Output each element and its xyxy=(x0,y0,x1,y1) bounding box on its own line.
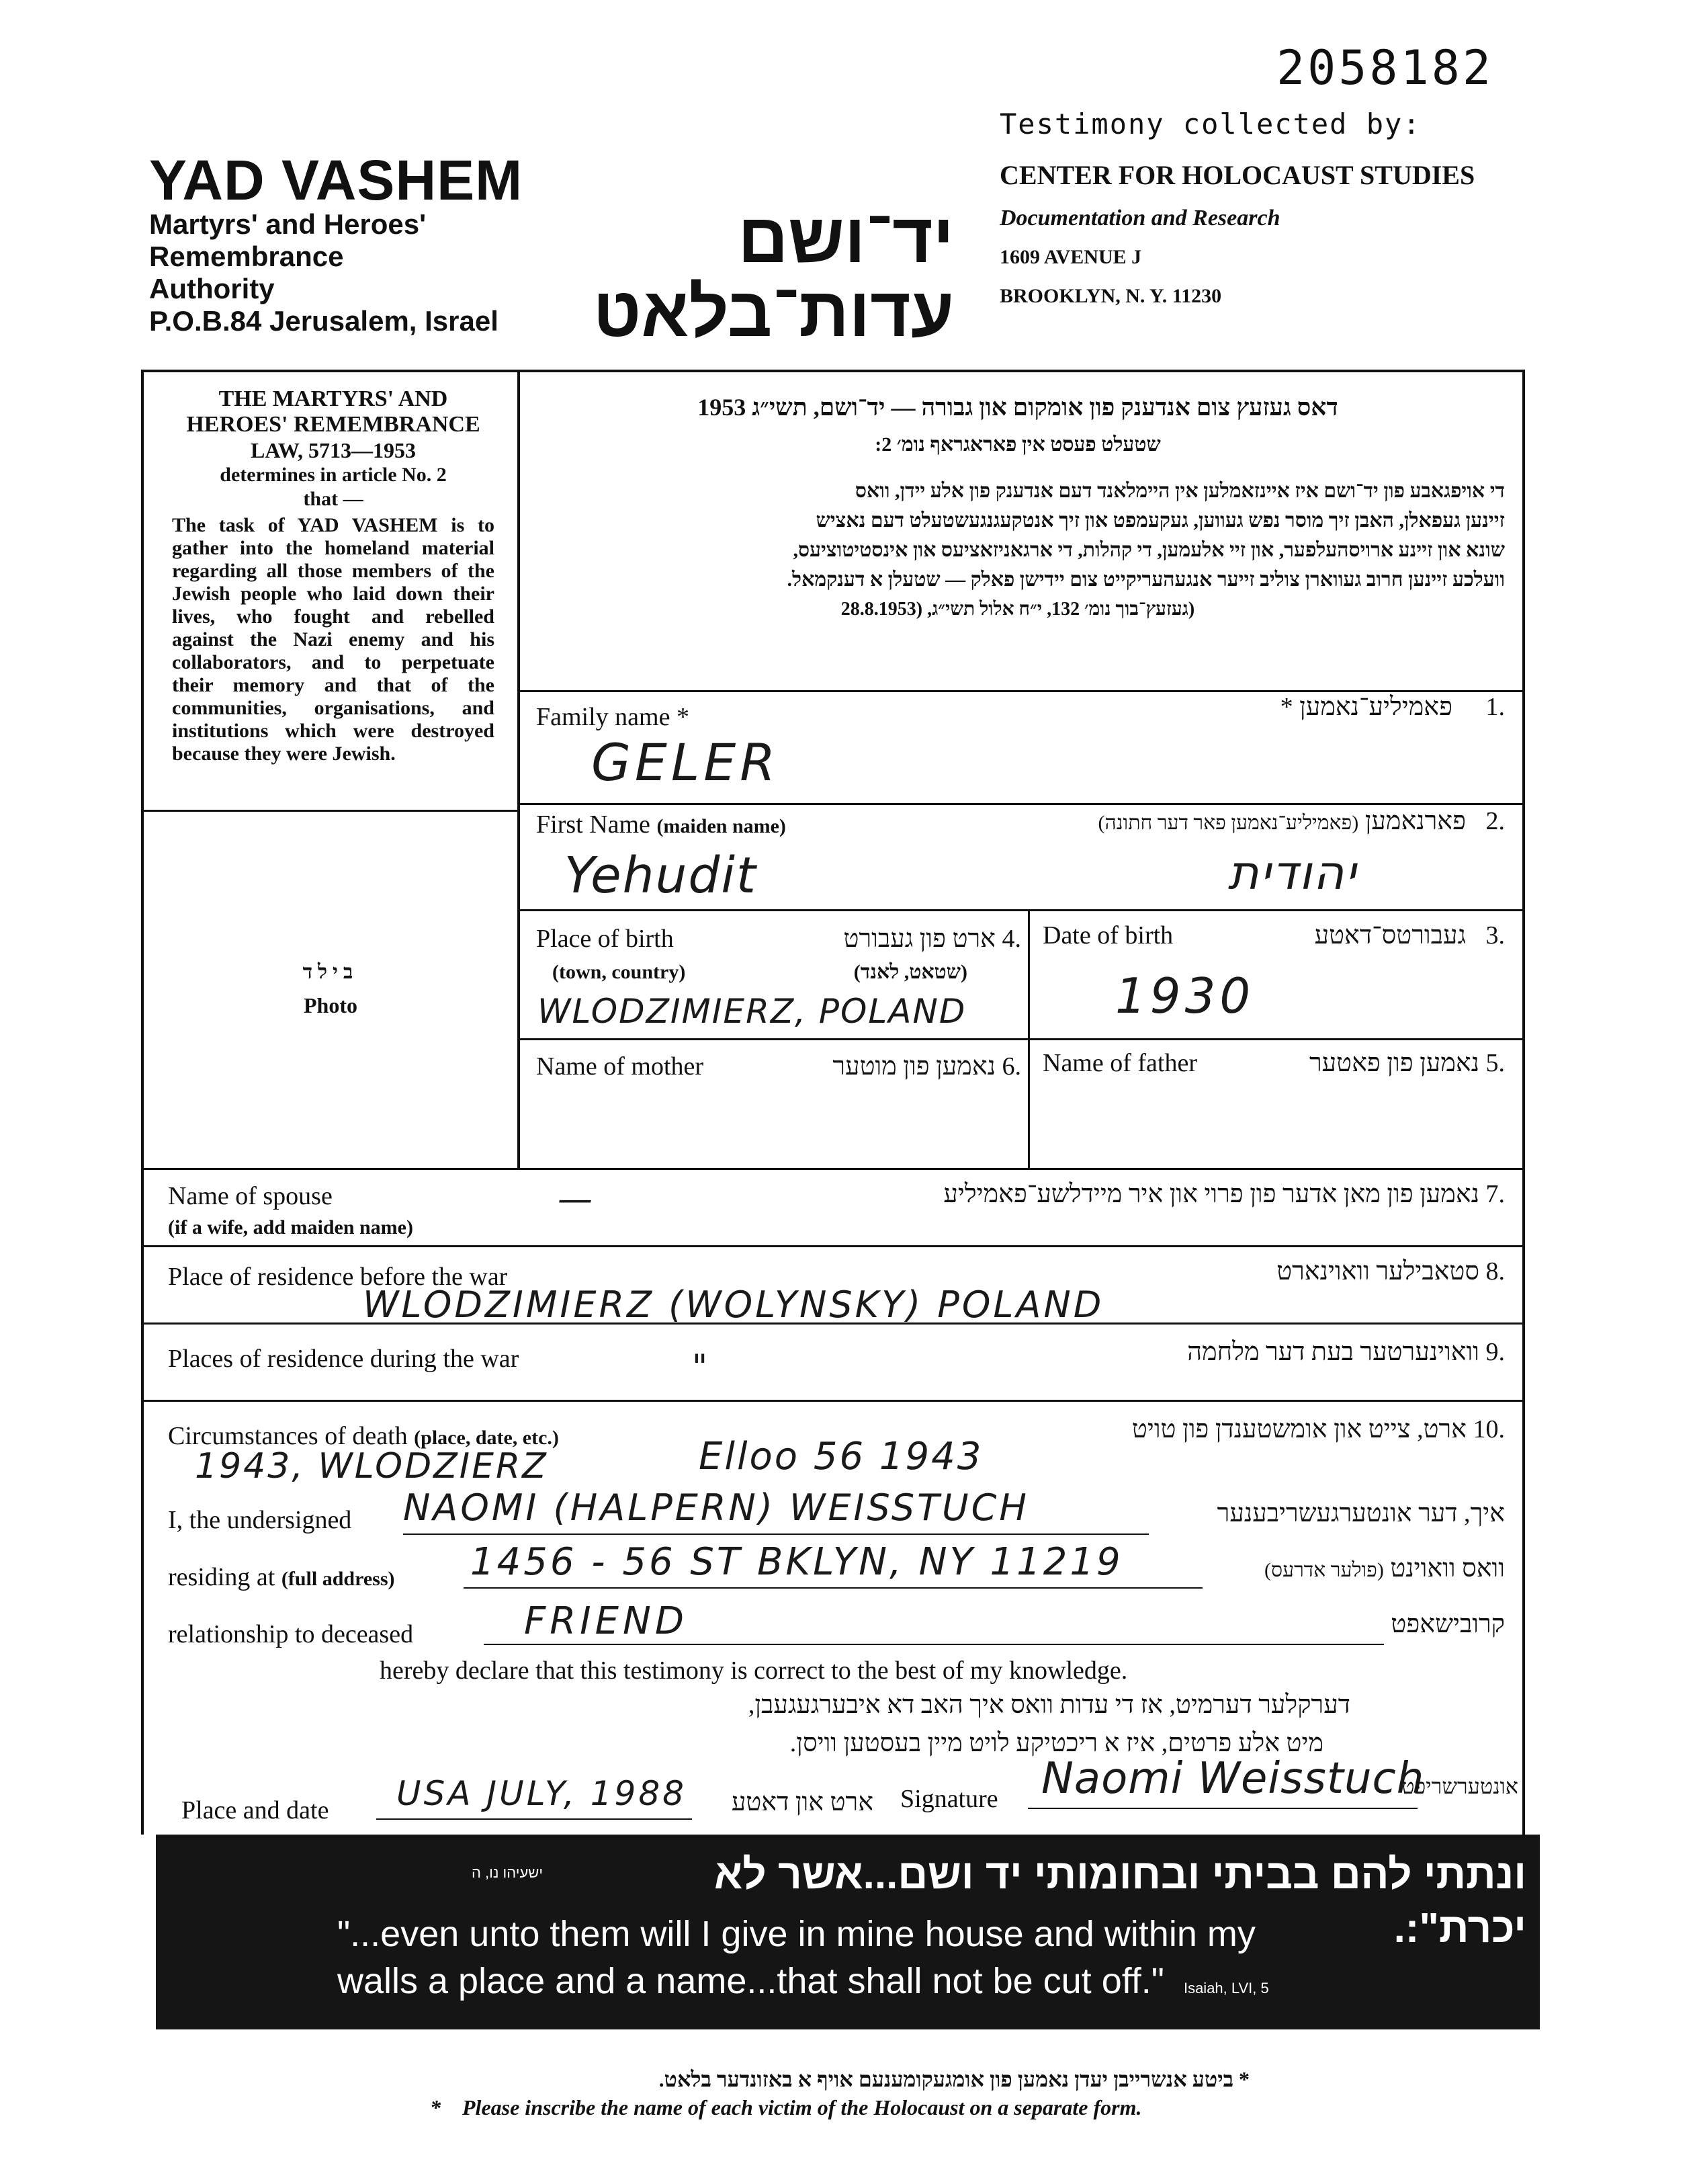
photo-area xyxy=(144,961,517,1018)
signature-line xyxy=(1028,1808,1418,1809)
family-name-label: Family name * xyxy=(536,703,689,731)
banner-hebrew: ונתתי להם בביתי ובחומותי יד ושם...אשר לא יכרת":. xyxy=(714,1851,1526,1951)
date-of-birth-heb-label: געבורטס־דאטע xyxy=(1314,921,1466,950)
quote-banner xyxy=(156,1835,1540,2029)
death-heb-label: ארט, צייט און אומשטענדן פון טויט xyxy=(1131,1415,1467,1443)
spouse-sub: (if a wife, add maiden name) xyxy=(168,1216,413,1238)
signature-label: Signature xyxy=(900,1785,998,1813)
residence-during-value[interactable]: " xyxy=(692,1347,711,1386)
family-name-heb-label: פאמיליע־נאמען * xyxy=(1280,693,1452,721)
left-column-divider xyxy=(517,370,520,1169)
collector-heading: Testimony collected by: xyxy=(1000,108,1422,140)
banner-line2 xyxy=(337,1960,1269,2010)
law-line2: HEROES' REMEMBRANCE xyxy=(186,412,480,437)
relationship-line xyxy=(484,1644,1384,1645)
death-value-2[interactable]: Elloo 56 1943 xyxy=(699,1435,984,1478)
form-left-border xyxy=(141,370,144,1835)
family-name-value[interactable]: GELER xyxy=(591,732,780,792)
relationship-heb: קרובישאפט xyxy=(1391,1610,1505,1638)
banner-line1: "...even unto them will I give in mine house and within my xyxy=(337,1914,1256,1954)
first-name-heb-sub: (פאמיליע־נאמען פאר דער חתונה) xyxy=(1098,812,1359,834)
undersigned-value[interactable]: NAOMI (HALPERN) WEISSTUCH xyxy=(403,1486,1029,1529)
org-line3: Authority xyxy=(149,273,275,304)
father-num: .5 xyxy=(1485,1049,1505,1077)
collector-block xyxy=(1000,108,1671,308)
divider-after-first xyxy=(519,909,1524,911)
signature-heb: אונטערשריפט xyxy=(1401,1774,1518,1798)
org-block xyxy=(149,149,523,337)
divider-after-spouse xyxy=(141,1245,1525,1247)
collector-address2: BROOKLYN, N. Y. 11230 xyxy=(1000,285,1222,307)
relationship-label: relationship to deceased xyxy=(168,1620,414,1648)
form-top-border xyxy=(141,370,1525,372)
residence-during-num: .9 xyxy=(1485,1338,1505,1366)
first-name-value-heb[interactable]: יהודית xyxy=(1227,845,1357,900)
yiddish-law-title: דאס געזעץ צום אנדענק פון אומקום און גבורה — יד־ושם, תשי״ג 1953 xyxy=(697,394,1338,421)
date-of-birth-label: Date of birth xyxy=(1043,921,1174,950)
document-number: 2058182 xyxy=(1276,40,1494,95)
yiddish-law-p3: שונא און זיינע ארויסהעלפער, און זיי אלעמען, די קהלות, די ארגאניזאציעס און אינסטיטוציעס, xyxy=(793,539,1505,561)
undersigned-line xyxy=(403,1534,1149,1535)
spouse-value[interactable]: — xyxy=(558,1179,597,1220)
residence-during-label: Places of residence during the war xyxy=(168,1345,519,1373)
place-of-birth-sub: (town, country) xyxy=(552,961,686,983)
first-name-label-text: First Name xyxy=(536,810,650,839)
residence-before-heb xyxy=(1102,1257,1505,1286)
relationship-value[interactable]: FRIEND xyxy=(524,1599,689,1643)
residence-during-heb xyxy=(981,1337,1505,1367)
residing-heb-label: וואס וואוינט xyxy=(1390,1554,1505,1583)
photo-label: Photo xyxy=(304,993,357,1017)
divider-after-birth xyxy=(519,1038,1524,1040)
org-line1: Martyrs' and Heroes' xyxy=(149,208,427,240)
family-name-heb xyxy=(1142,692,1505,722)
spouse-num: .7 xyxy=(1485,1180,1505,1208)
yiddish-law-p4: וועלכע זיינען חרוב געווארן צוליב זייער אנגעהעריקייט צום יידישן פאלק — שטעלן א דענקמאל. xyxy=(787,569,1505,591)
place-of-birth-value[interactable]: WLODZIMIERZ, POLAND xyxy=(537,992,967,1031)
place-of-birth-heb-label: ארט פון געבורט xyxy=(843,925,996,953)
father-label: Name of father xyxy=(1043,1049,1197,1077)
declaration: hereby declare that this testimony is correct to the best of my knowledge. xyxy=(380,1656,1128,1685)
law-line1: THE MARTYRS' AND xyxy=(218,386,448,411)
divider-after-during xyxy=(141,1400,1525,1402)
residence-before-label: Place of residence before the war xyxy=(168,1263,508,1291)
death-num: .10 xyxy=(1473,1415,1505,1443)
first-name-label xyxy=(536,810,786,839)
spouse-label: Name of spouse xyxy=(168,1182,333,1210)
father-heb xyxy=(1250,1048,1505,1078)
banner-line2-text: walls a place and a name...that shall not be cut off." xyxy=(337,1961,1164,2001)
banner-hebrew-ref: ישעיהו נו, ה xyxy=(472,1864,543,1881)
collector-name: CENTER FOR HOLOCAUST STUDIES xyxy=(1000,160,1475,190)
law-line5: that — xyxy=(303,488,363,510)
first-name-value[interactable]: Yehudit xyxy=(564,847,757,905)
mother-num: .6 xyxy=(1002,1052,1021,1081)
org-hebrew-title: יד־ושם xyxy=(738,200,954,278)
place-date-heb: ארט און דאטע xyxy=(731,1788,873,1816)
divider-after-parents xyxy=(141,1168,1525,1170)
death-label-sub: (place, date, etc.) xyxy=(414,1427,559,1449)
law-body: The task of YAD VASHEM is to gather into the homeland material regarding all those members of the Jewish people who laid down their lives, who fought and rebelled against the Nazi enemy and his collaborators, and to perpetuate their memory and that of the communities, organisations, and institutions which were destroyed because they were Jewish. xyxy=(172,514,494,765)
death-value[interactable]: 1943, WLODZIERZ xyxy=(195,1446,548,1486)
place-of-birth-heb-sub: (שטאט, לאנד) xyxy=(853,961,967,983)
footer-asterisk-heb: * xyxy=(1233,2067,1250,2091)
yiddish-law-p5: (געזעץ־בוך נומ׳ 132, י״ח אלול תשי״ג, (28.8.1953 xyxy=(840,599,1195,620)
residence-before-heb-label: סטאבילער וואוינארט xyxy=(1276,1257,1479,1286)
father-heb-label: נאמען פון פאטער xyxy=(1309,1049,1479,1077)
spouse-heb-label: נאמען פון מאן אדער פון פרוי און איר מיידלשע־פאמיליע xyxy=(943,1180,1479,1208)
collector-address1: 1609 AVENUE J xyxy=(1000,246,1142,268)
footer-english xyxy=(430,2095,1141,2120)
residence-during-heb-label: וואוינערטער בעת דער מלחמה xyxy=(1187,1338,1479,1366)
law-box xyxy=(165,386,501,765)
mother-label xyxy=(536,1052,703,1081)
law-line4: determines in article No. 2 xyxy=(220,464,447,486)
residing-label xyxy=(168,1562,395,1592)
org-line2: Remembrance xyxy=(149,241,344,272)
undersigned-heb: איך, דער אונטערגעשריבענער xyxy=(1217,1499,1505,1527)
residing-label-sub: (full address) xyxy=(281,1568,395,1590)
photo-hebrew: בילד xyxy=(302,961,359,983)
family-name-num: .1 xyxy=(1485,693,1505,721)
death-heb xyxy=(1008,1415,1505,1444)
divider-after-family xyxy=(519,803,1524,805)
mother-heb-label: נאמען פון מוטער xyxy=(832,1052,996,1081)
yiddish-law-p1: די אויפגאבע פון יד־ושם איז איינזאמלען אין היימלאנד דעם אנדענק פון אלע יידן, וואס xyxy=(855,480,1505,502)
first-name-heb-label: פארנאמען xyxy=(1364,807,1466,835)
date-of-birth-num: .3 xyxy=(1485,921,1505,950)
left-column-mid-divider xyxy=(141,810,519,812)
place-of-birth-label: Place of birth xyxy=(536,925,674,953)
collector-subtitle: Documentation and Research xyxy=(1000,206,1280,230)
date-of-birth-value[interactable]: 1930 xyxy=(1115,968,1255,1024)
first-name-num: .2 xyxy=(1485,807,1505,835)
org-line4: P.O.B.84 Jerusalem, Israel xyxy=(149,305,498,337)
residing-label-text: residing at xyxy=(168,1563,275,1591)
org-title: YAD VASHEM xyxy=(149,149,523,212)
place-date-line xyxy=(376,1818,692,1820)
yiddish-law-p2: זיינען געפאלן, האבן זיך מוסר נפש געווען, געקעמפט און זיך אנטקעגנגעשטעלט דעם נאציש xyxy=(816,509,1505,532)
org-hebrew-subtitle: עדות־בלאט xyxy=(593,274,954,351)
residence-before-num: .8 xyxy=(1485,1257,1505,1286)
yiddish-law xyxy=(531,393,1505,624)
first-name-heb xyxy=(927,806,1505,836)
declaration-heb-2: מיט אלע פרטים, איז א ריכטיקע לויט מיין בעסטען וויסן. xyxy=(789,1729,1323,1757)
declaration-heb-1: דערקלער דערמיט, אז די עדות וואס איך האב דא איבערגעגעבן, xyxy=(748,1691,1350,1719)
residing-line xyxy=(464,1587,1203,1589)
place-date-label: Place and date xyxy=(181,1796,329,1824)
birth-column-divider xyxy=(1028,909,1030,1169)
spouse-heb xyxy=(705,1179,1505,1209)
place-date-value[interactable]: USA JULY, 1988 xyxy=(396,1774,687,1813)
signature-value[interactable]: Naomi Weisstuch xyxy=(1041,1754,1425,1804)
footer-hebrew xyxy=(417,2067,1250,2092)
form-right-border xyxy=(1522,370,1525,1835)
first-name-label-sub: (maiden name) xyxy=(656,815,786,837)
footer-asterisk-en: * xyxy=(430,2095,441,2119)
date-of-birth-heb xyxy=(1250,921,1505,950)
residing-heb xyxy=(1203,1554,1505,1583)
place-of-birth-heb xyxy=(712,924,1021,954)
yiddish-law-subtitle: שטעלט פעסט אין פאראגראף נומ׳ 2: xyxy=(875,433,1161,456)
death-label-text: Circumstances of death xyxy=(168,1422,408,1450)
residing-value[interactable]: 1456 - 56 ST BKLYN, NY 11219 xyxy=(470,1540,1123,1584)
law-line3: LAW, 5713—1953 xyxy=(251,438,416,462)
mother-heb xyxy=(759,1052,1021,1081)
residence-before-value[interactable]: WLODZIMIERZ (WOLYNSKY) POLAND xyxy=(363,1284,1104,1326)
footer-hebrew-text: ביטע אנשרייבן יעדן נאמען פון אומגעקומענעם אויף א באזונדער בלאט. xyxy=(658,2067,1233,2091)
place-of-birth-num: .4 xyxy=(1002,925,1021,953)
footer-english-text: Please inscribe the name of each victim of the Holocaust on a separate form. xyxy=(462,2095,1142,2119)
mother-label-text: Name of mother xyxy=(536,1052,704,1081)
residing-heb-sub: (פולער אדרעס) xyxy=(1264,1559,1384,1581)
banner-ref: Isaiah, LVI, 5 xyxy=(1183,1980,1269,1997)
undersigned-label: I, the undersigned xyxy=(168,1506,352,1534)
